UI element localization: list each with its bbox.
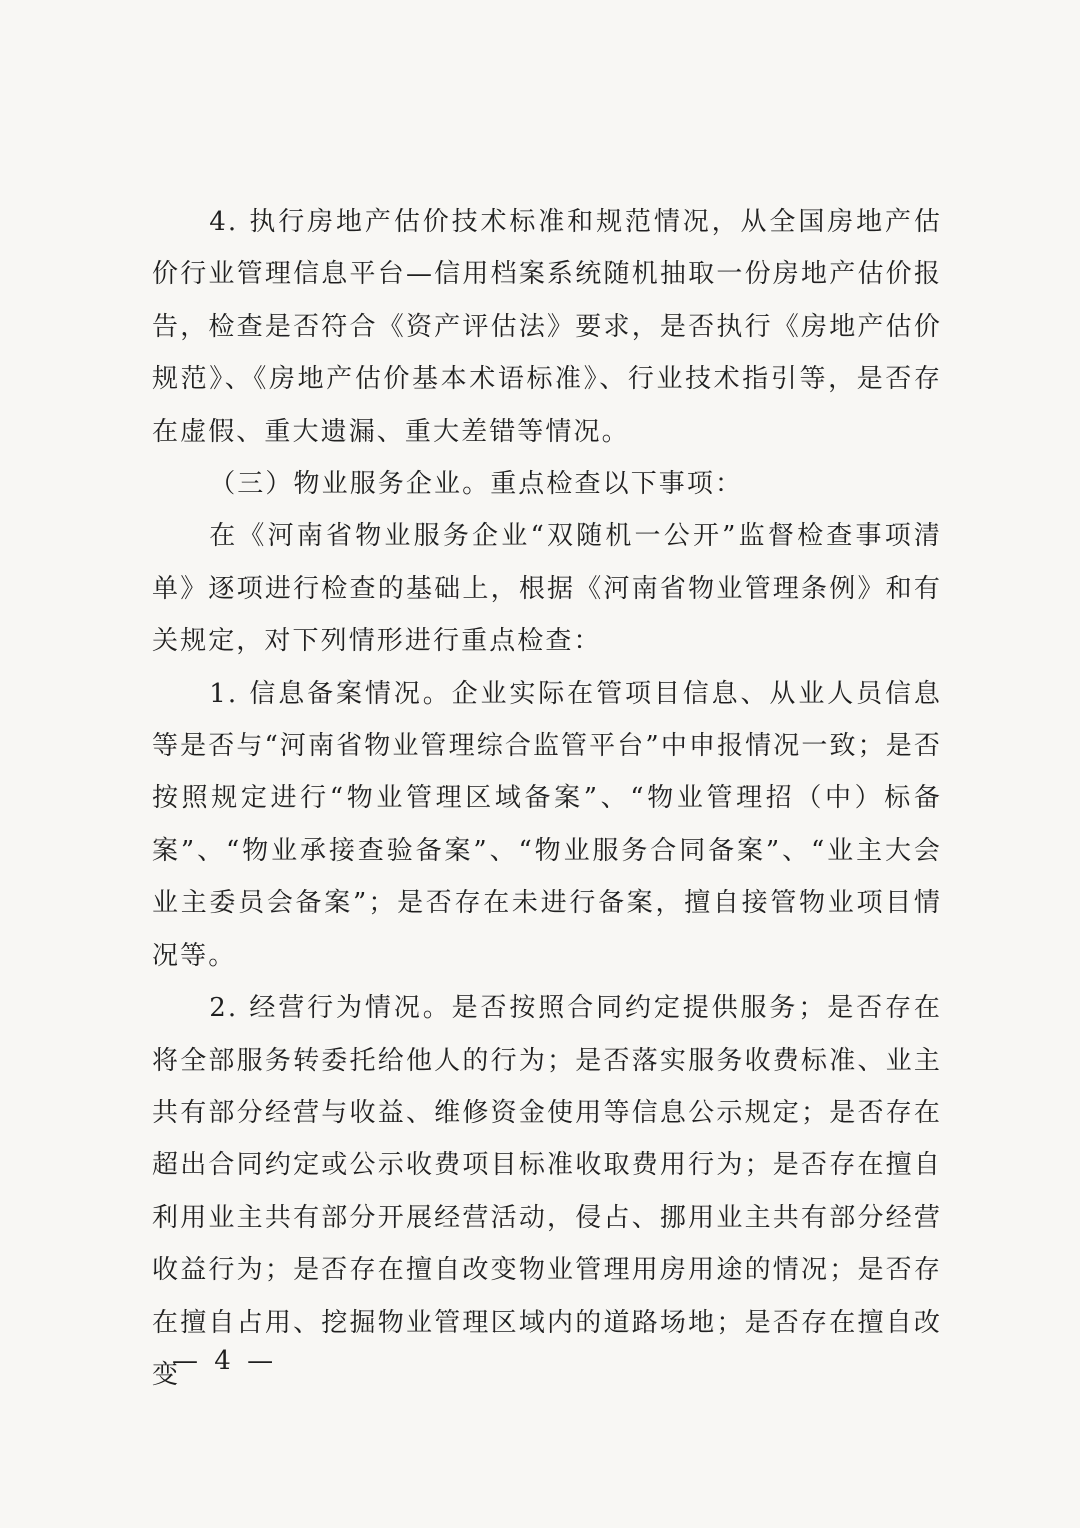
- paragraph-business-conduct: 2. 经营行为情况。是否按照合同约定提供服务；是否存在将全部服务转委托给他人的行为；是否落实服务收费标准、业主共有部分经营与收益、维修资金使用等信息公示规定；是否存在超出合同约定或公示收费项目标准收取费用行为；是否存在擅自利用业主共有部分开展经营活动，侵占、挪用业主共有部分经营收益行为；是否存在擅自改变物业管理用房用途的情况；是否存在擅自占用、挖掘物业管理区域内的道路场地；是否存在擅自改变: [152, 993, 942, 1390]
- paragraph-info-filing: 1. 信息备案情况。企业实际在管项目信息、从业人员信息等是否与“河南省物业管理综合监管平台”中申报情况一致；是否按照规定进行“物业管理区域备案”、“物业管理招（中）标备案”、“物业承接查验备案”、“物业服务合同备案”、“业主大会业主委员会备案”；是否存在未进行备案，擅自接管物业项目情况等。: [152, 678, 942, 971]
- paragraph-inspection-basis: 在《河南省物业服务企业“双随机一公开”监督检查事项清单》逐项进行检查的基础上，根据《河南省物业管理条例》和有关规定，对下列情形进行重点检查：: [152, 521, 942, 657]
- paragraph-section-heading: （三）物业服务企业。重点检查以下事项：: [209, 469, 744, 500]
- paragraph-appraisal-standards: 4. 执行房地产估价技术标准和规范情况，从全国房地产估价行业管理信息平台—信用档案系统随机抽取一份房地产估价报告，检查是否符合《资产评估法》要求，是否执行《房地产估价规范》、《房地产估价基本术语标准》、行业技术指引等，是否存在虚假、重大遗漏、重大差错等情况。: [152, 207, 942, 447]
- document-body: [152, 196, 942, 1401]
- page-number: — 4 —: [172, 1346, 278, 1376]
